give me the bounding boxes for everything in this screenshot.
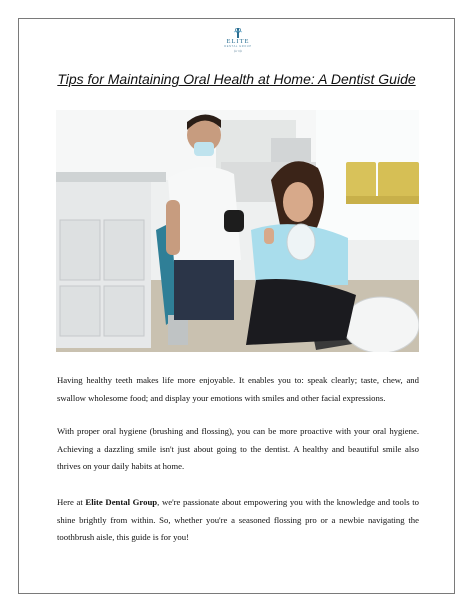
- p3-text-before: Here at: [57, 497, 86, 507]
- elite-dental-group-name: Elite Dental Group: [85, 497, 158, 507]
- logo-tagline: for life: [233, 49, 243, 53]
- logo-name: ELITE: [226, 38, 250, 45]
- hygiene-paragraph: With proper oral hygiene (brushing and flossing), you can be more proactive with your oral hygiene. Achieving a dazzling smile isn't just about going to the dentist. A healthy and beautiful smile also thrives on your daily habits at home.: [57, 426, 419, 471]
- elite-dental-logo: [224, 28, 252, 53]
- document-page: [18, 18, 455, 594]
- tooth-logo-icon: [231, 28, 245, 38]
- elite-dental-paragraph: [57, 494, 419, 547]
- p3-text-after: , we're passionate about empowering you with the knowledge and tools to shine brightly from within. So, whether you're a seasoned flossing pro or a newbie navigating the toothbrush aisle, this guide is for you!: [57, 497, 420, 542]
- logo-subtitle: DENTAL GROUP: [224, 45, 252, 48]
- intro-paragraph: Having healthy teeth makes life more enjoyable. It enables you to: speak clearly; taste, chew, and swallow wholesome food; and display your emotions with smiles and other facial expressions.: [57, 375, 419, 403]
- dentist-patient-photo: [56, 110, 419, 352]
- page-title: Tips for Maintaining Oral Health at Home: A Dentist Guide: [57, 71, 416, 87]
